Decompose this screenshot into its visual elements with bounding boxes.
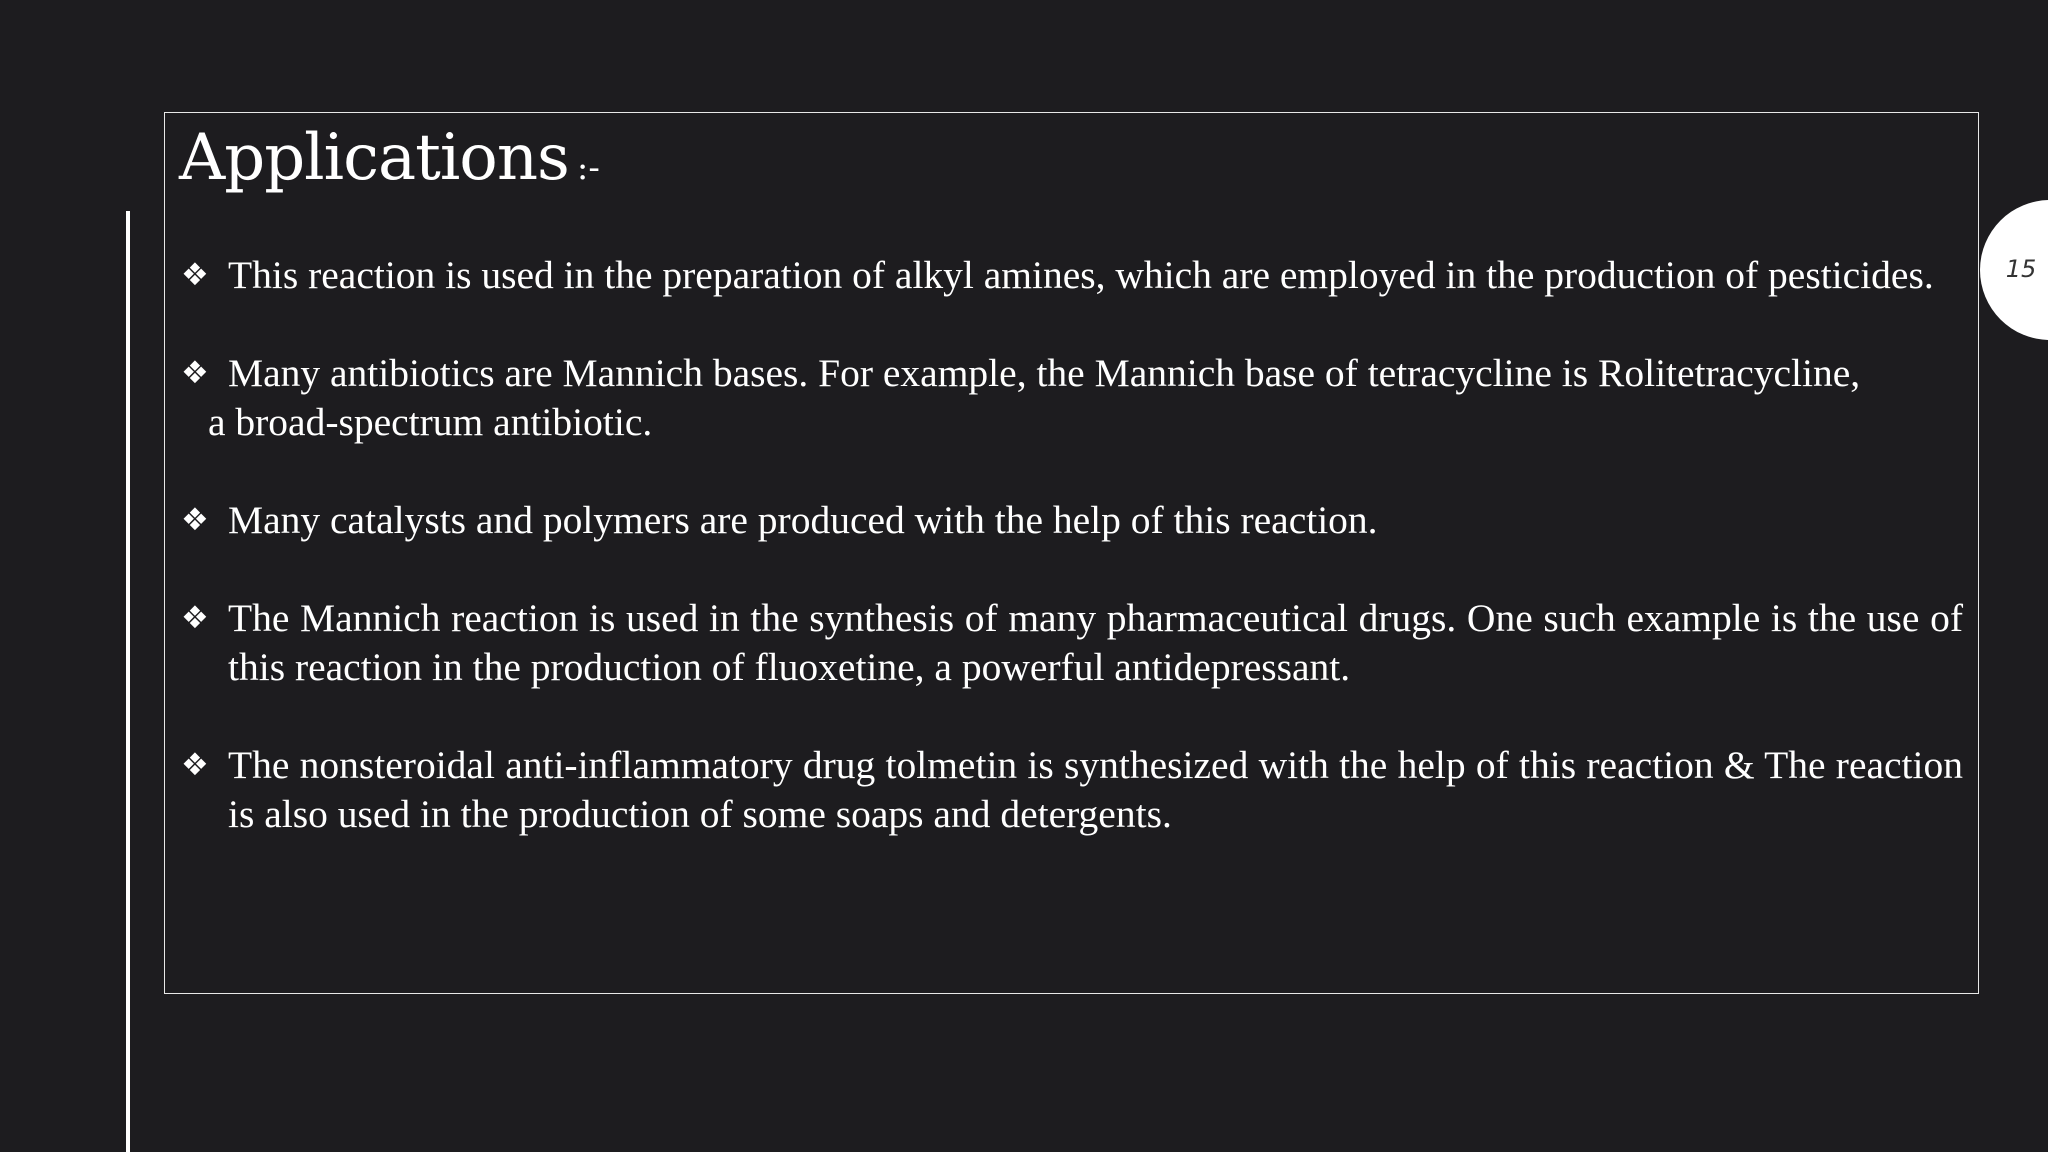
bullet-list (181, 251, 1963, 888)
bullet-item (181, 349, 1963, 447)
diamond-bullet-icon: ❖ (181, 747, 209, 783)
bullet-item (181, 496, 1963, 545)
diamond-bullet-icon: ❖ (181, 257, 209, 293)
bullet-continuation-text: a broad-spectrum antibiotic. (208, 400, 653, 444)
bullet-text: Many antibiotics are Mannich bases. For example, the Mannich base of tetracycline is Rolitetracycline, (228, 351, 1861, 395)
bullet-text: The nonsteroidal anti-inflammatory drug tolmetin is synthesized with the help of this reaction & The reaction is also used in the production of some soaps and detergents. (228, 743, 1963, 836)
bullet-item (181, 741, 1963, 839)
diamond-bullet-icon: ❖ (181, 600, 209, 636)
slide-title-suffix: :- (576, 148, 600, 188)
diamond-bullet-icon: ❖ (181, 355, 209, 391)
bullet-text: Many catalysts and polymers are produced with the help of this reaction. (228, 498, 1378, 542)
slide-title (179, 121, 600, 195)
bullet-text: This reaction is used in the preparation of alkyl amines, which are employed in the production of pesticides. (228, 253, 1934, 297)
content-box (164, 112, 1979, 994)
slide-title-text: Applications (179, 121, 569, 195)
left-accent-rule (126, 211, 130, 1152)
bullet-item (181, 251, 1963, 300)
bullet-item (181, 594, 1963, 692)
page-number: 15 (2005, 255, 2037, 283)
diamond-bullet-icon: ❖ (181, 502, 209, 538)
bullet-text: The Mannich reaction is used in the synthesis of many pharmaceutical drugs. One such example is the use of this reaction in the production of fluoxetine, a powerful antidepressant. (228, 596, 1963, 689)
